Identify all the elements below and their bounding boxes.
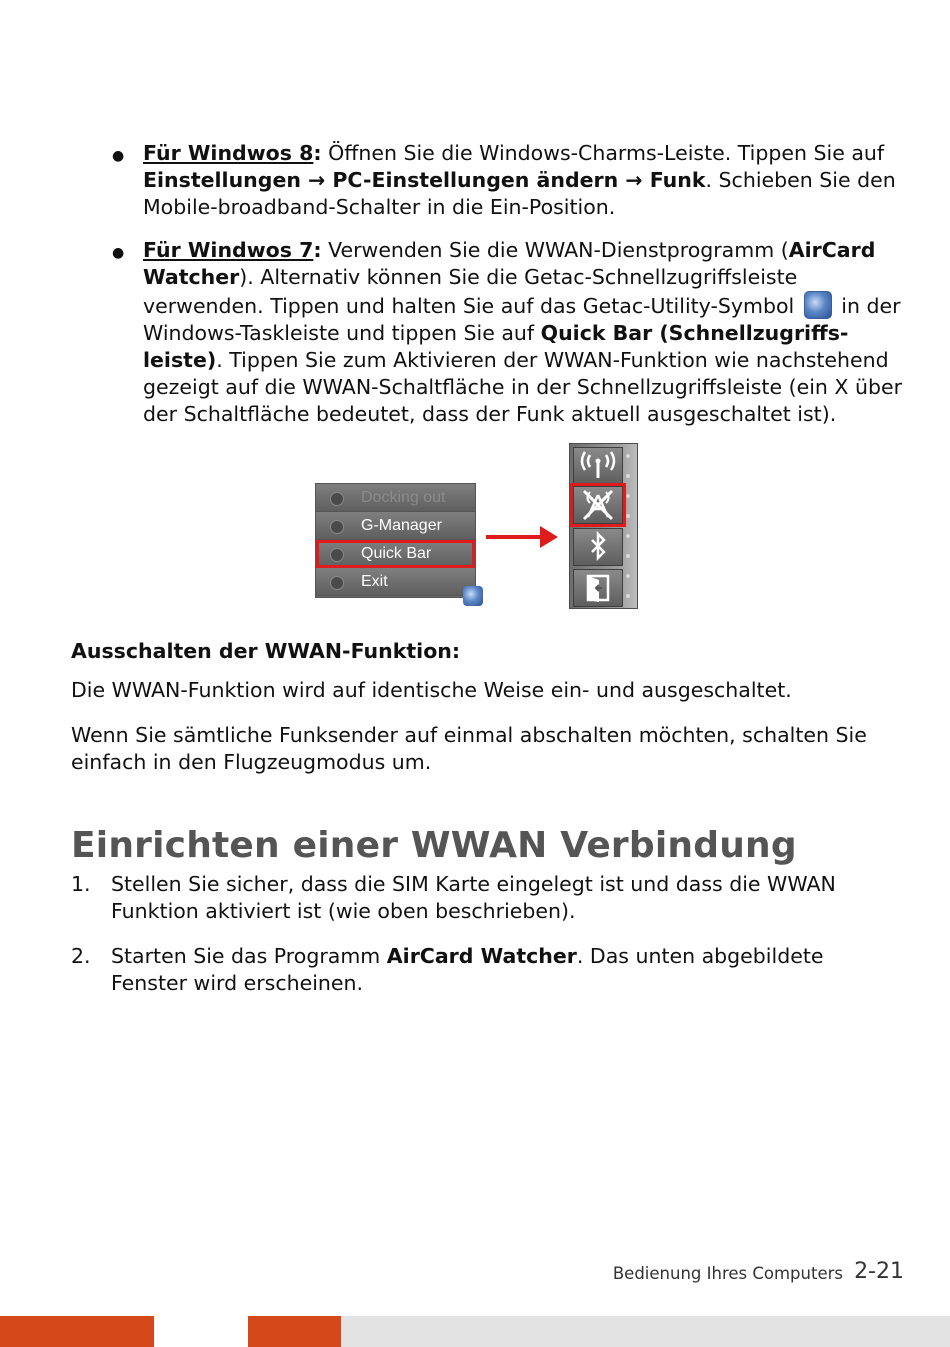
wifi-icon <box>574 448 622 484</box>
footer-chapter: Bedienung Ihres Computers <box>612 1264 843 1283</box>
getac-tray-icon <box>463 586 483 606</box>
grip-dot <box>626 474 630 478</box>
grip-dot <box>626 494 630 498</box>
arrow-head-icon <box>540 526 558 548</box>
bullet-windows8: Für Windwos 8: Öffnen Sie die Windows-Charms-Leiste. Tippen Sie auf Einstellungen → PC-Einstellungen ändern → Funk. Schieben Sie den Mobile-broadband-Schalter in die Ein-Position. <box>143 141 896 219</box>
getac-utility-icon <box>804 291 832 319</box>
footer-band <box>248 1316 341 1347</box>
grip-dot <box>626 534 630 538</box>
grip-dot <box>626 554 630 558</box>
radio-icon <box>330 492 344 506</box>
exit-button[interactable] <box>573 569 623 607</box>
step-text: Starten Sie das Programm AirCard Watcher. Das unten abgebildete Fenster wird erscheinen. <box>111 944 824 995</box>
grip-dot <box>626 514 630 518</box>
step-number: 2. <box>71 944 91 968</box>
grip-dot <box>626 454 630 458</box>
footer-band <box>0 1316 154 1347</box>
wifi-button[interactable] <box>573 447 623 485</box>
bullet-dot: ● <box>112 245 125 261</box>
menu-item-g-manager[interactable]: G-Manager <box>316 512 475 540</box>
menu-item-exit[interactable]: Exit <box>316 568 475 596</box>
bullet-windows7: Für Windwos 7: Verwenden Sie die WWAN-Dienstprogramm (AirCard Watcher). Alternativ können Sie die Getac-Schnellzugriffsleiste verwenden. Tippen und halten Sie auf das Getac-Utility-Symbol in der Windows-Taskleiste und tippen Sie auf Quick Bar (Schnellzugriffs-leiste). Tippen Sie zum Aktivieren der WWAN-Funktion wie nachstehend gezeigt auf die WWAN-Schaltfläche in der Schnellzugriffsleiste (ein X über der Schaltfläche bedeutet, dass der Funk aktuell ausgeschaltet ist). <box>143 238 903 426</box>
footer-band-gap <box>154 1322 248 1344</box>
subheading-wwan-off: Ausschalten der WWAN-Funktion: <box>71 639 461 663</box>
wwan-button[interactable] <box>573 486 623 524</box>
step-text: Stellen Sie sicher, dass die SIM Karte eingelegt ist und dass die WWAN Funktion aktiviert ist (wie oben beschrieben). <box>111 872 836 923</box>
getac-utility-menu <box>315 483 476 598</box>
exit-icon <box>574 570 622 606</box>
quick-bar <box>569 443 638 609</box>
grip-dot <box>626 594 630 598</box>
step-number: 1. <box>71 872 91 896</box>
wwan-off-icon <box>574 487 622 523</box>
bluetooth-button[interactable] <box>573 528 623 566</box>
bullet-dot: ● <box>112 148 125 164</box>
menu-item-docking-out[interactable]: Docking out <box>316 484 475 512</box>
paragraph: Die WWAN-Funktion wird auf identische Weise ein- und ausgeschaltet. <box>71 678 792 702</box>
bullet-label: Für Windwos 8 <box>143 141 314 165</box>
arrow-right-icon <box>486 535 544 539</box>
menu-item-quick-bar[interactable]: Quick Bar <box>316 540 475 568</box>
grip-dot <box>626 574 630 578</box>
page-number: 2-21 <box>854 1259 904 1284</box>
radio-icon <box>330 576 344 590</box>
footer-band-gray <box>341 1316 950 1347</box>
bullet-label: Für Windwos 7 <box>143 238 314 262</box>
radio-icon <box>330 548 344 562</box>
radio-icon <box>330 520 344 534</box>
paragraph: Wenn Sie sämtliche Funksender auf einmal abschalten möchten, schalten Sie einfach in den Flugzeugmodus um. <box>71 723 867 774</box>
section-title: Einrichten einer WWAN Verbindung <box>71 825 797 866</box>
bluetooth-icon <box>574 529 622 565</box>
